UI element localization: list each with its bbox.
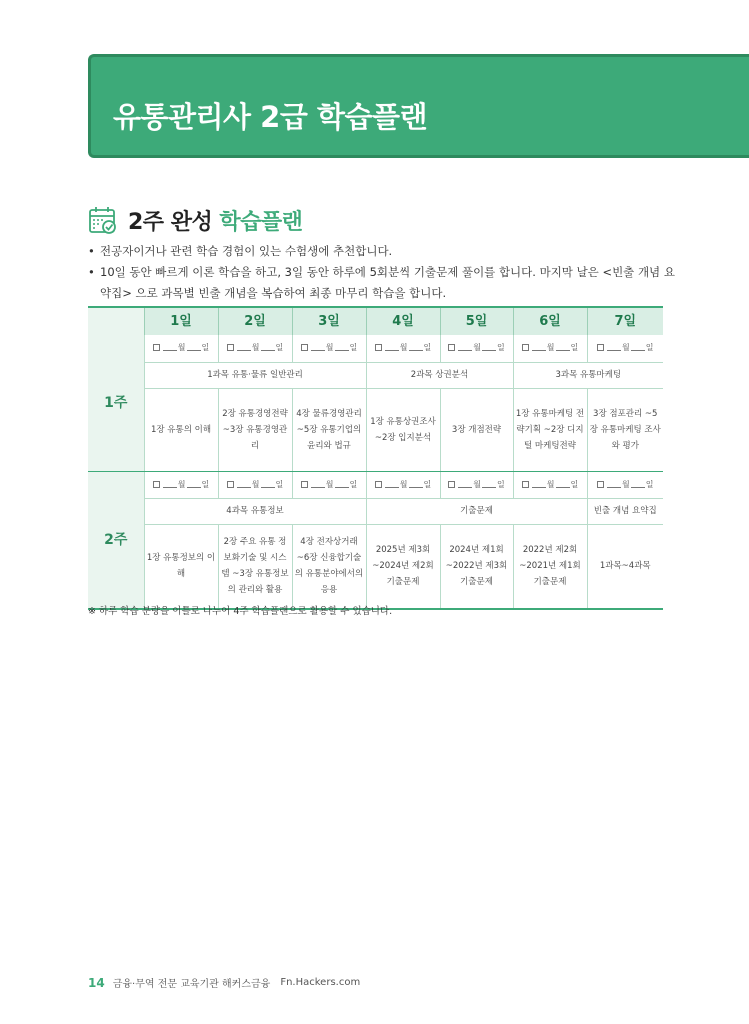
day-header-row [88,307,663,335]
day-content: 2022년 제2회 ~2021년 제1회 기출문제 [513,524,587,609]
page-footer [88,975,360,990]
week2-date-row [88,471,663,498]
week-label: 2주 [88,471,144,609]
day-header: 3일 [292,307,366,335]
subject-label: 1과목 유통·물류 일반관리 [144,362,366,388]
day-content: 2025년 제3회 ~2024년 제2회 기출문제 [366,524,440,609]
checkbox[interactable] [597,481,604,488]
day-content: 1장 유통의 이해 [144,388,218,471]
date-field[interactable]: 월 일 [587,335,663,362]
date-field[interactable]: 월 일 [366,471,440,498]
section-title-main: 2주 완성 [128,209,213,235]
date-field[interactable]: 월 일 [513,335,587,362]
day-content: 4장 물류경영관리 ~5장 유통기업의 윤리와 법규 [292,388,366,471]
study-plan-table [88,306,663,610]
title-banner [88,54,749,158]
calendar-check-icon [88,205,118,235]
week1-date-row [88,335,663,362]
day-header: 6일 [513,307,587,335]
date-field[interactable]: 월 일 [292,335,366,362]
date-field[interactable]: 월 일 [587,471,663,498]
bullet-list [88,241,678,304]
footer-url: Fn.Hackers.com [280,977,361,988]
day-header: 7일 [587,307,663,335]
day-content: 1과목~4과목 [587,524,663,609]
date-field[interactable]: 월 일 [366,335,440,362]
day-header: 4일 [366,307,440,335]
checkbox[interactable] [153,344,160,351]
date-field[interactable]: 월 일 [513,471,587,498]
date-field[interactable]: 월 일 [440,335,513,362]
date-field[interactable]: 월 일 [144,335,218,362]
date-field[interactable]: 월 일 [218,471,292,498]
week2-content-row [88,524,663,609]
date-field[interactable]: 월 일 [218,335,292,362]
day-header: 1일 [144,307,218,335]
bullet-item: • 10일 동안 빠르게 이론 학습을 하고, 3일 동안 하루에 5회분씩 기출문제 풀이를 합니다. 마지막 날은 <빈출 개념 요약집> 으로 과목별 빈출 개념을 복습하여 최종 마무리 학습을 합니다. [88,262,678,304]
subject-label: 빈출 개념 요약집 [587,498,663,524]
day-content: 2장 유통경영전략 ~3장 유통경영관리 [218,388,292,471]
day-header: 5일 [440,307,513,335]
checkbox[interactable] [375,481,382,488]
page-title: 유통관리사 2급 학습플랜 [113,100,428,134]
section-title [128,205,302,236]
day-content: 1장 유통마케팅 전략기획 ~2장 디지털 마케팅전략 [513,388,587,471]
date-field[interactable]: 월 일 [440,471,513,498]
week1-content-row [88,388,663,471]
subject-label: 2과목 상권분석 [366,362,513,388]
checkbox[interactable] [448,481,455,488]
bullet-item: • 전공자이거나 관련 학습 경험이 있는 수험생에 추천합니다. [88,241,678,262]
checkbox[interactable] [301,481,308,488]
checkbox[interactable] [301,344,308,351]
checkbox[interactable] [448,344,455,351]
checkbox[interactable] [522,481,529,488]
footer-text: 금융·무역 전문 교육기관 해커스금융 [112,979,271,990]
bullet-text: 10일 동안 빠르게 이론 학습을 하고, 3일 동안 하루에 5회분씩 기출문제 풀이를 합니다. 마지막 날은 <빈출 개념 요약집> 으로 과목별 빈출 개념을 복습하여 최종 마무리 학습을 합니다. [100,265,675,300]
page-number: 14 [88,975,105,990]
day-content: 1장 유통정보의 이해 [144,524,218,609]
day-content: 3장 개점전략 [440,388,513,471]
day-content: 1장 유통상권조사 ~2장 입지분석 [366,388,440,471]
footnote: ※ 하루 학습 분량을 이틀로 나누어 4주 학습플랜으로 활용할 수 있습니다. [88,606,393,617]
checkbox[interactable] [522,344,529,351]
checkbox[interactable] [227,481,234,488]
section-heading [88,203,302,237]
section-title-highlight: 학습플랜 [219,209,303,235]
checkbox[interactable] [375,344,382,351]
week1-subject-row [88,362,663,388]
date-field[interactable]: 월 일 [144,471,218,498]
subject-label: 3과목 유통마케팅 [513,362,663,388]
subject-label: 4과목 유통정보 [144,498,366,524]
day-content: 2장 주요 유통 정보화기술 및 시스템 ~3장 유통정보의 관리와 활용 [218,524,292,609]
checkbox[interactable] [597,344,604,351]
day-header: 2일 [218,307,292,335]
day-content: 2024년 제1회 ~2022년 제3회 기출문제 [440,524,513,609]
week2-subject-row [88,498,663,524]
week-label: 1주 [88,335,144,471]
day-content: 4장 전자상거래 ~6장 신융합기술의 유통분야에서의 응용 [292,524,366,609]
bullet-text: 전공자이거나 관련 학습 경험이 있는 수험생에 추천합니다. [100,244,393,258]
subject-label: 기출문제 [366,498,587,524]
checkbox[interactable] [153,481,160,488]
checkbox[interactable] [227,344,234,351]
table-corner [88,307,144,335]
date-field[interactable]: 월 일 [292,471,366,498]
day-content: 3장 점포관리 ~5장 유통마케팅 조사와 평가 [587,388,663,471]
